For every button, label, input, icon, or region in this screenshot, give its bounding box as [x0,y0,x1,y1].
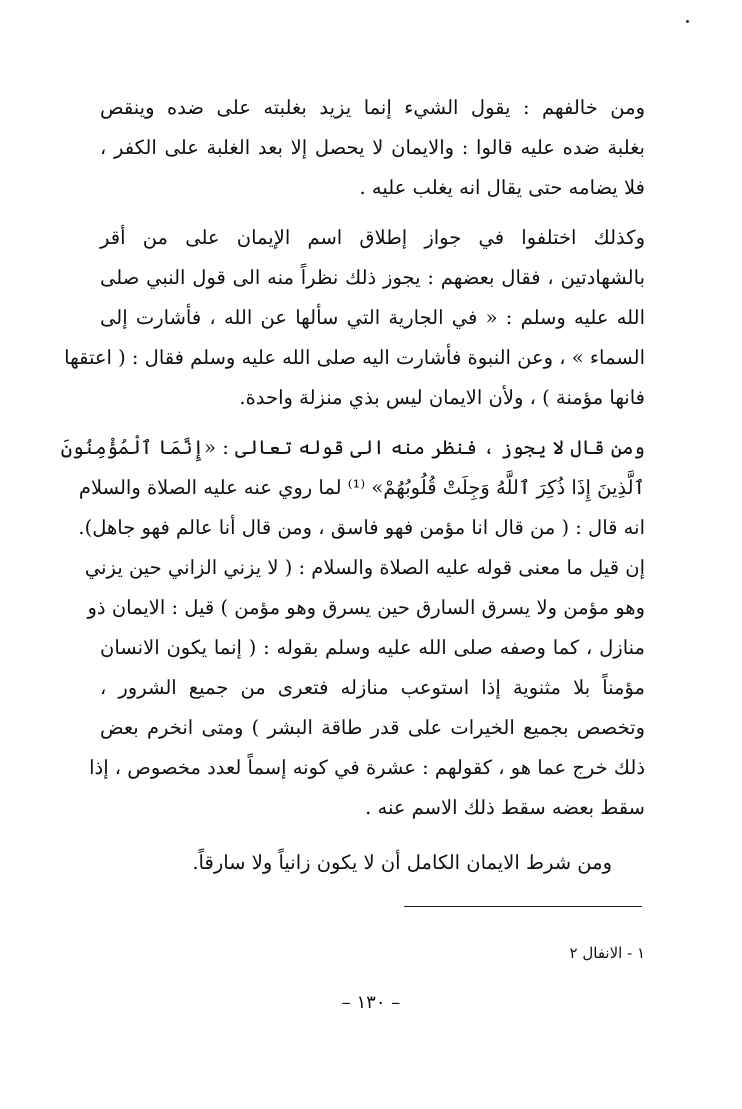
paragraph-4 [92,843,612,883]
text-line: وهو مؤمن ولا يسرق السارق حين يسرق وهو مؤمن ) قيل : الايمان ذو [87,596,645,619]
paragraph-1 [100,88,645,208]
corner-speck [686,20,689,23]
text-line: الله عليه وسلم : « في الجارية التي سألها عن الله ، فأشارت إلى [100,306,645,329]
text-line: فلا يضامه حتى يقال انه يغلب عليه . [359,176,645,199]
text-line: انه قال : ( من قال انا مؤمن فهو فاسق ، ومن قال أنا عالم فهو جاهل). [78,516,645,539]
footnote-divider [404,906,642,907]
text-line: ٱلَّذِينَ إِذَا ذُكِرَ ٱللَّهُ وَجِلَتْ قُلُوبُهُمْ» ⁽¹⁾ لما روي عنه عليه الصلاة والسلام [78,476,645,499]
text-line: وكذلك اختلفوا في جواز إطلاق اسم الإيمان على من أقر [100,226,645,249]
text-line: إن قيل ما معنى قوله عليه الصلاة والسلام : ( لا يزني الزاني حين يزني [84,556,645,579]
text-line: السماء » ، وعن النبوة فأشارت اليه صلى الله عليه وسلم فقال : ( اعتقها [64,346,645,369]
paragraph-3 [60,428,645,828]
text-line: بالشهادتين ، فقال بعضهم : يجوز ذلك نظراً منه الى قول النبي صلى [100,266,645,289]
text-line: وتخصص بجميع الخيرات على قدر طاقة البشر ) ومتى انخرم بعض [100,716,645,739]
page-number: – ١٣٠ – [341,992,401,1013]
paragraph-2 [64,218,645,418]
text-line: بغلبة ضده عليه قالوا : والايمان لا يحصل إلا بعد الغلبة على الكفر ، [100,136,645,159]
footnote: ١ - الانفال ٢ [569,944,645,962]
text-line: ومن شرط الايمان الكامل أن لا يكون زانياً ولا سارقاً. [192,851,612,874]
text-line: منازل ، كما وصفه صلى الله عليه وسلم بقوله : ( إنما يكون الانسان [100,636,645,659]
text-line: فانها مؤمنة ) ، ولأن الايمان ليس بذي منزلة واحدة. [239,386,645,409]
text-line: ومن خالفهم : يقول الشيء إنما يزيد بغلبته على ضده وينقص [100,96,645,119]
text-line: ذلك خرج عما هو ، كقولهم : عشرة في كونه إسماً لعدد مخصوص ، إذا [89,756,645,779]
text-line: مؤمناً بلا مثنوية إذا استوعب منازله فتعرى من جميع الشرور ، [100,676,645,699]
text-line: ومن قال لا يجوز ، فنظر منه الى قوله تعالى : «إِنَّمَا ٱلْمُؤْمِنُونَ [60,436,645,459]
text-line: سقط بعضه سقط ذلك الاسم عنه . [365,796,645,819]
